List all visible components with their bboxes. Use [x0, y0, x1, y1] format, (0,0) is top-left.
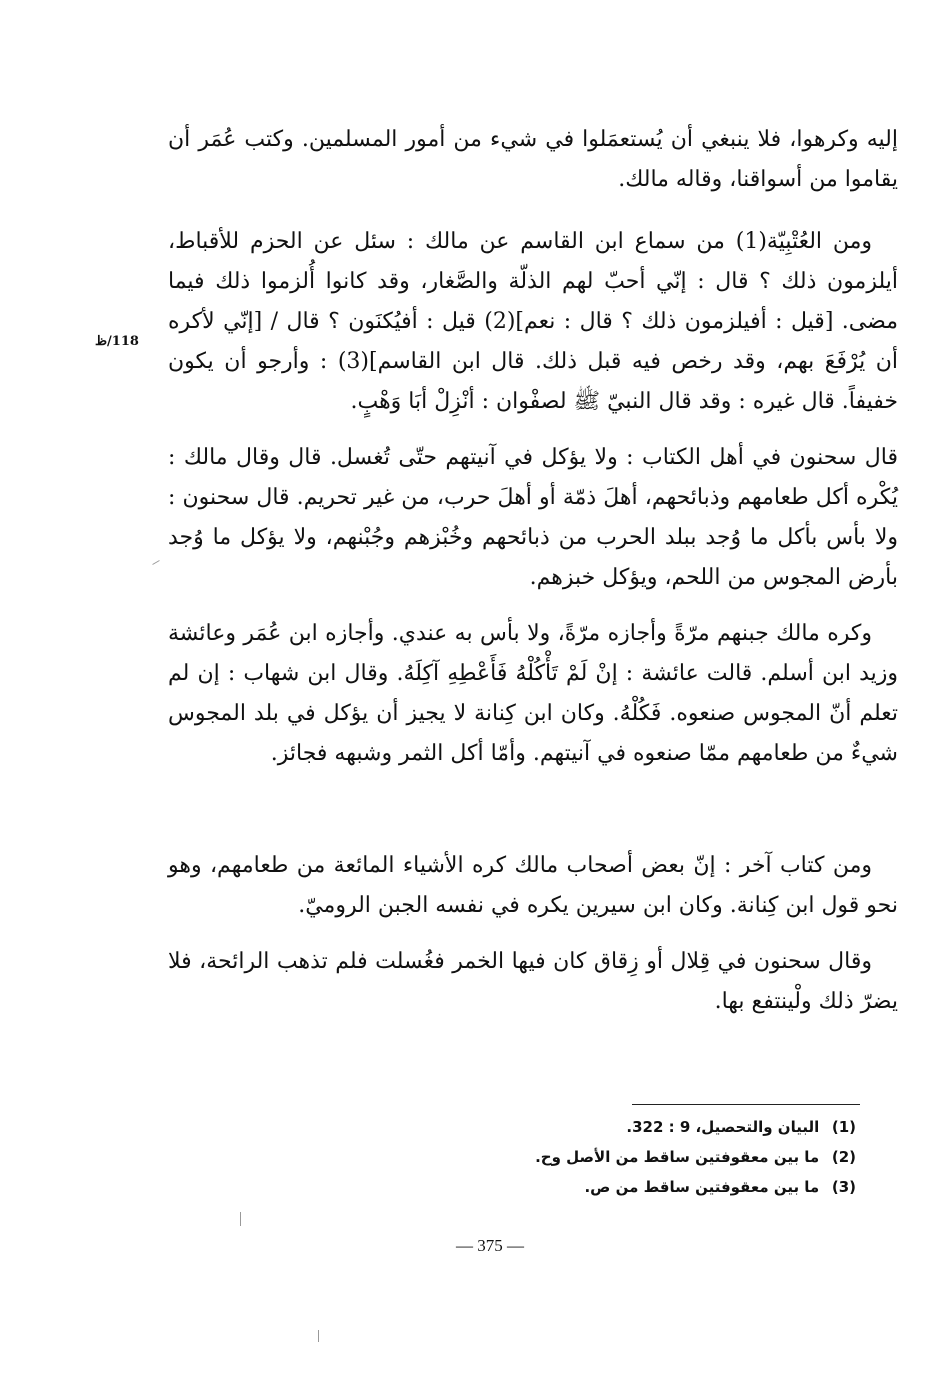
- footnote-3: [300, 1172, 856, 1202]
- footnote-text: ما بين معقوفتين ساقط من ص.: [584, 1178, 820, 1196]
- paragraph-6-block: [168, 942, 898, 1022]
- manuscript-folio-note: 118/ظ: [95, 334, 139, 349]
- footnote-number: (1): [831, 1118, 856, 1136]
- footnote-number: (3): [831, 1178, 856, 1196]
- footnotes: [300, 1112, 856, 1202]
- paragraph-5: ومن كتاب آخر : إنّ بعض أصحاب مالك كره الأشياء المائعة من طعامهم، وهو نحو قول ابن كِنانة. وكان ابن سيرين يكره في نفسه الجبن الروميّ.: [168, 853, 898, 918]
- footnote-text: ما بين معقوفتين ساقط من الأصل وح.: [535, 1148, 820, 1166]
- scan-speck: [318, 1330, 319, 1342]
- paragraph-3: قال سحنون في أهل الكتاب : ولا يؤكل في آنيتهم حتّى تُغسل. قال وقال مالك : يُكْره أكل طعامهم وذبائحهم، أهلَ ذمّة أو أهلَ حرب، من غير تحريم. قال سحنون : ولا بأس بأكل ما وُجد ببلد الحرب من ذبائحهم وخُبْزهم وجُبْنهم، ولا يؤكل ما وُجد بأرض المجوس من اللحم، ويؤكل خبزهم.: [168, 445, 898, 590]
- paragraph-4: وكره مالك جبنهم مرّةً وأجازه مرّةً، ولا بأس به عندي. وأجازه ابن عُمَر وعائشة وزيد ابن أسلم. قالت عائشة : إنْ لَمْ تَأْكُلْهُ فَأَعْطِهِ آكِلَهُ. وقال ابن شهاب : إن لم تعلم أنّ المجوس صنعوه. فَكُلْهُ. وكان ابن كِنانة لا يجيز أن يؤكل في بلد المجوس شيءٌ من طعامهم ممّا صنعوه في آنيتهم. وأمّا أكل الثمر وشبهه فجائز.: [168, 621, 898, 766]
- scan-speck: [152, 560, 159, 565]
- paragraph-3-block: [168, 438, 898, 598]
- footnote-2: [300, 1142, 856, 1172]
- paragraph-2: ومن العُتْبِيّة(1) من سماع ابن القاسم عن مالك : سئل عن الحزم للأقباط، أيلزمون ذلك ؟ قال : إنّي أحبّ لهم الذلّة والصَّغار، وقد كانوا أُلزموا ذلك فيما مضى. [قيل : أفيلزمون ذلك ؟ قال : نعم](2) قيل : أفيُكنَون ؟ قال / [إنّي لأكره أن يُرْفَعَ بهم، وقد رخص فيه قبل ذلك. قال ابن القاسم](3) : وأرجو أن يكون خفيفاً. قال غيره : وقد قال النبيّ ﷺ لصفْوان : أنْزِلْ أبَا وَهْبٍ.: [168, 229, 899, 414]
- footnote-number: (2): [831, 1148, 856, 1166]
- footnote-separator: [632, 1104, 860, 1105]
- paragraph-2-block: [168, 222, 898, 422]
- paragraph-1: إليه وكرهوا، فلا ينبغي أن يُستعمَلوا في شيء من أمور المسلمين. وكتب عُمَر أن يقاموا من أسواقنا، وقاله مالك.: [168, 127, 898, 192]
- scan-speck: [240, 1212, 241, 1226]
- page-number: — 375 —: [456, 1236, 524, 1255]
- footnote-1: [300, 1112, 856, 1142]
- footnote-text: البيان والتحصيل، 9 : 322.: [626, 1118, 820, 1136]
- paragraph-4-block: [168, 614, 898, 774]
- paragraph-6: وقال سحنون في قِلال أو زِقاق كان فيها الخمر فغُسلت فلم تذهب الرائحة، فلا يضرّ ذلك ولْينتفع بها.: [168, 949, 898, 1014]
- paragraph-5-block: [168, 846, 898, 926]
- paragraph-1-block: [168, 120, 898, 200]
